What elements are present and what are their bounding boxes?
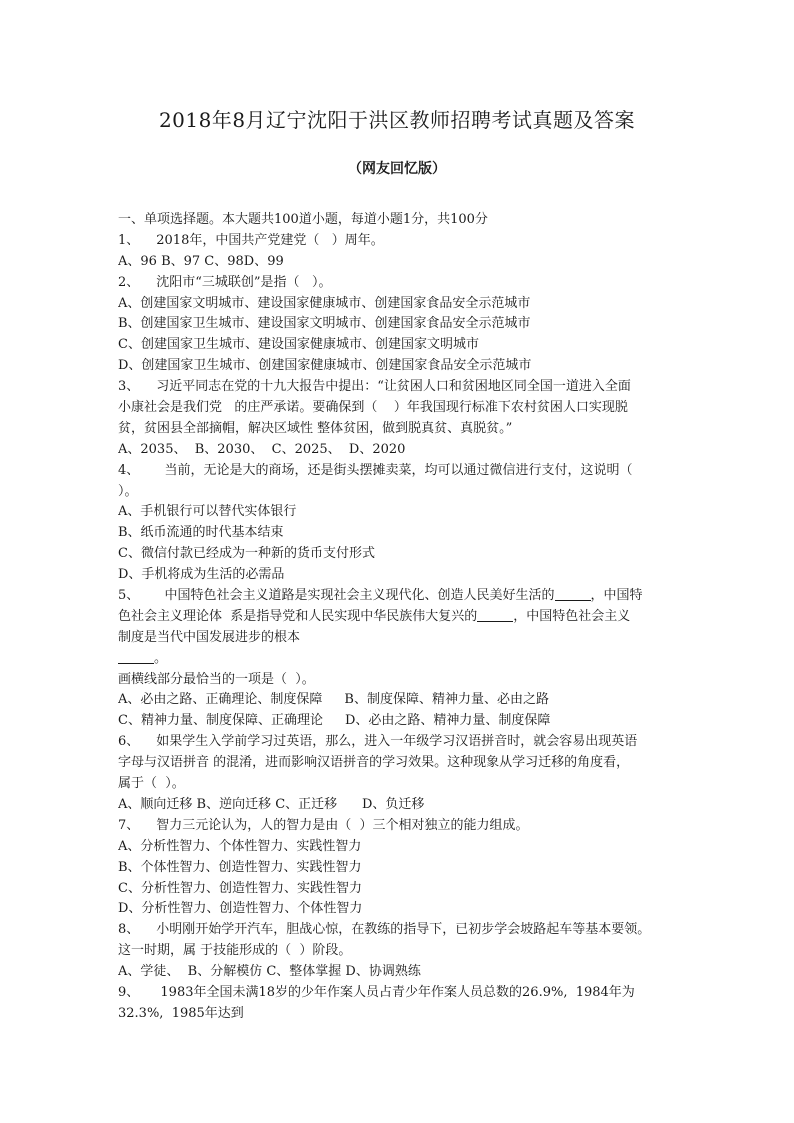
option-d: D、必由之路、精神力量、制度保障 [344,713,551,729]
option-d: D、分析性智力、创造性智力、个体性智力 [118,901,363,917]
question-5-options-row-2 [118,711,688,732]
question-text-cont: 小康社会是我们党 的庄严承诺。要确保到（ ）年我国现行标准下农村贫困人口实现脱 [118,400,628,416]
question-text: 当前，无论是大的商场，还是街头摆摊卖菜，均可以通过微信进行支付，这说明（ [148,462,633,478]
question-text: 沈阳市“三城联创”是指（ ）。 [148,274,332,290]
question-number: 6、 [118,734,140,750]
question-text-cont: 制度是当代中国发展进步的根本 [118,629,301,645]
question-text-cont: 字母与汉语拼音 的混淆，进而影响汉语拼音的学习效果。这种现象从学习迁移的角度看， [118,755,630,771]
option-a: A、分析性智力、个体性智力、实践性智力 [118,838,362,854]
question-4-stem [118,461,688,482]
option-b: B、个体性智力、创造性智力、实践性智力 [118,859,362,875]
option-b: B、创建国家卫生城市、建设国家文明城市、创建国家食品安全示范城市 [118,316,531,332]
question-number: 3、 [118,379,140,395]
question-text: 小明刚开始学开汽车，胆战心惊，在教练的指导下，已初步学会坡路起车等基本要领。 [148,922,651,938]
question-number: 1、 [118,232,140,248]
question-6-options: A、顺向迁移 B、逆向迁移 C、正迁移 D、负迁移 [118,796,425,812]
option-a: A、创建国家文明城市、建设国家健康城市、创建国家食品安全示范城市 [118,295,531,311]
question-3-stem [118,377,688,398]
question-number: 7、 [118,817,140,833]
question-text: 习近平同志在党的十九大报告中提出：“让贫困人口和贫困地区同全国一道进入全面 [148,379,631,395]
question-text: 中国特色社会主义道路是实现社会主义现代化、创造人民美好生活的 [148,588,555,604]
question-6-stem [118,732,688,753]
option-c: C、精神力量、制度保障、正确理论 [118,713,323,729]
question-text-cont [118,607,688,628]
option-d: D、创建国家卫生城市、创建国家健康城市、创建国家食品安全示范城市 [118,358,532,374]
fill-blank [477,607,513,622]
fill-blank [555,586,591,601]
option-c: C、创建国家卫生城市、建设国家健康城市、创建国家文明城市 [118,337,479,353]
question-8-stem [118,920,688,941]
question-number: 2、 [118,274,140,290]
question-1-options: A、96 B、97 C、98D、99 [118,253,284,269]
option-d: D、手机将成为生活的必需品 [118,567,285,583]
question-text-cont: 这一时期，属 于技能形成的（ ）阶段。 [118,943,352,959]
question-number: 8、 [118,922,140,938]
fill-blank [118,649,154,664]
question-text: 2018年，中国共产党建党（ ）周年。 [148,232,384,248]
question-number: 5、 [118,588,140,604]
question-text: 。 [154,650,168,666]
question-number: 9、 [118,984,140,1000]
question-text-cont: ）。 [118,483,138,499]
question-text-cont [118,649,688,670]
question-text: 色社会主义理论体 系是指导党和人民实现中华民族伟大复兴的 [118,608,478,624]
question-9-stem [118,983,688,1004]
question-2-stem [118,273,688,294]
question-7-stem [118,816,688,837]
question-3-options: A、2035、 B、2030、 C、2025、 D、2020 [118,441,406,457]
option-c: C、微信付款已经成为一种新的货币支付形式 [118,546,375,562]
question-8-options: A、学徒、 B、分解模仿 C、整体掌握 D、协调熟练 [118,964,421,980]
question-text: 如果学生入学前学习过英语，那么，进入一年级学习汉语拼音时，就会容易出现英语 [148,734,638,750]
question-text-cont: 属于（ ）。 [118,776,185,792]
question-list [118,210,688,1025]
option-b: B、纸币流通的时代基本结束 [118,525,284,541]
question-5-stem [118,586,688,607]
question-text: ，中国特 [590,588,643,604]
option-b: B、制度保障、精神力量、必由之路 [344,692,549,708]
section-heading: 一、单项选择题。本大题共100道小题，每道小题1分，共100分 [118,212,488,227]
question-text-cont: 贫，贫困县全部摘帽，解决区域性 整体贫困，做到脱真贫、真脱贫。” [118,420,513,436]
question-1-stem [118,231,688,252]
question-text-cont: 32.3%, 1985年达到 [118,1005,244,1021]
question-5-prompt: 画横线部分最恰当的一项是（ ）。 [118,671,315,687]
option-c: C、分析性智力、创造性智力、实践性智力 [118,880,362,896]
question-5-options-row-1 [118,690,688,711]
question-text: 1983年全国未满18岁的少年作案人员占青少年作案人员总数的26.9%, 1984年为 [148,984,635,1000]
question-text: 智力三元论认为，人的智力是由（ ）三个相对独立的能力组成。 [148,817,529,833]
document-title: 2018年8月辽宁沈阳于洪区教师招聘考试真题及答案 [158,108,636,132]
question-number: 4、 [118,462,140,478]
document-subtitle: （网友回忆版） [348,161,446,177]
question-text: ，中国特色社会主义 [513,608,631,624]
option-a: A、必由之路、正确理论、制度保障 [118,692,323,708]
option-a: A、手机银行可以替代实体银行 [118,504,297,520]
